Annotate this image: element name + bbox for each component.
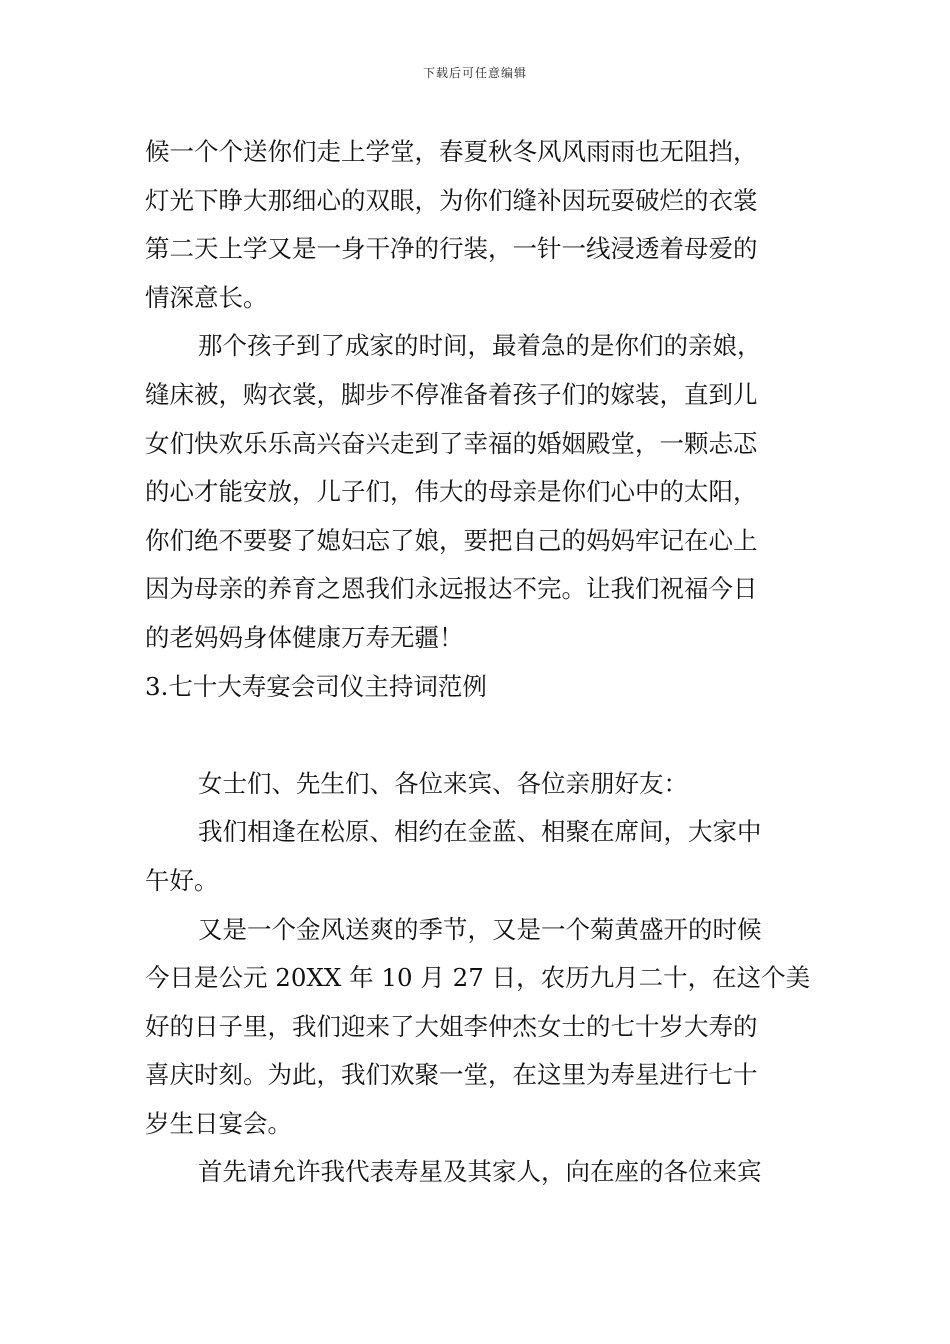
text-line: 午好。 <box>145 865 219 895</box>
text-line: 第二天上学又是一身干净的行装，一针一线浸透着母爱的 <box>145 234 758 264</box>
text-line: 的心才能安放，儿子们，伟大的母亲是你们心中的太阳， <box>145 477 758 507</box>
text-line: 女们快欢乐乐高兴奋兴走到了幸福的婚姻殿堂，一颗忐忑 <box>145 428 758 458</box>
text-line: 因为母亲的养育之恩我们永远报达不完。让我们祝福今日 <box>145 574 758 604</box>
text-line: 候一个个送你们走上学堂，春夏秋冬风风雨雨也无阻挡， <box>145 137 758 166</box>
paragraph-start-line: 那个孩子到了成家的时间，最着急的是你们的亲娘， <box>198 331 762 361</box>
text-line: 喜庆时刻。为此，我们欢聚一堂，在这里为寿星进行七十 <box>145 1060 758 1090</box>
text-line: 好的日子里，我们迎来了大姐李仲杰女士的七十岁大寿的 <box>145 1011 758 1041</box>
paragraph-start-line: 又是一个金风送爽的季节，又是一个菊黄盛开的时候 <box>198 914 762 944</box>
section-heading: 3.七十大寿宴会司仪主持词范例 <box>145 671 487 701</box>
text-line: 今日是公元 20XX 年 10 月 27 日，农历九月二十，在这个美 <box>145 963 811 993</box>
text-line: 的老妈妈身体健康万寿无疆！ <box>145 622 464 652</box>
text-line: 情深意长。 <box>145 282 268 312</box>
blank-line <box>145 711 810 760</box>
paragraph-start-line: 首先请允许我代表寿星及其家人，向在座的各位来宾 <box>198 1157 762 1187</box>
text-line: 岁生日宴会。 <box>145 1108 292 1138</box>
text-line: 缝床被，购衣裳，脚步不停准备着孩子们的嫁装，直到儿 <box>145 379 758 409</box>
greeting-line: 女士们、先生们、各位来宾、各位亲朋好友： <box>198 768 688 798</box>
text-line: 灯光下睁大那细心的双眼，为你们缝补因玩耍破烂的衣裳 <box>145 185 758 215</box>
header-note: 下载后可任意编辑 <box>422 66 527 80</box>
paragraph-start-line: 我们相逢在松原、相约在金蓝、相聚在席间，大家中 <box>198 817 762 847</box>
text-line: 你们绝不要娶了媳妇忘了娘，要把自己的妈妈牢记在心上 <box>145 525 758 555</box>
document-body <box>145 128 810 1197</box>
